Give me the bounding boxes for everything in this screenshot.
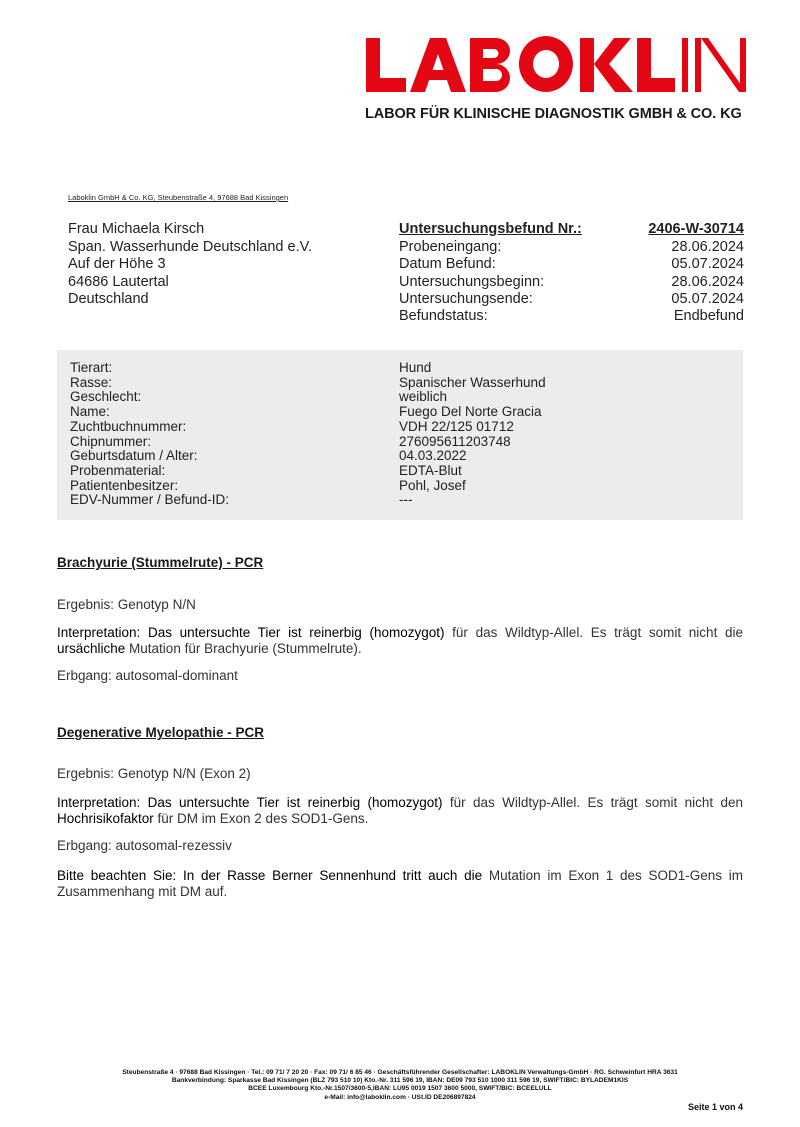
patient-value: ---	[399, 492, 413, 508]
section-title-dm: Degenerative Myelopathie - PCR	[57, 725, 265, 740]
interp-text: Mutation für Brachyurie (Stummelrute).	[125, 640, 362, 656]
report-row	[399, 239, 744, 257]
patient-value: VDH 22/125 01712	[399, 418, 514, 434]
laboklin-logo-mark	[362, 32, 752, 92]
section-result: Ergebnis: Genotyp N/N (Exon 2)	[57, 766, 251, 781]
sender-address-line: Laboklin GmbH & Co. KG, Steubenstraße 4, 97688 Bad Kissingen	[68, 193, 289, 202]
patient-value: 04.03.2022	[399, 448, 467, 464]
patient-value: 276095611203748	[399, 433, 511, 449]
report-row	[399, 309, 744, 324]
patient-value: Pohl, Josef	[399, 477, 466, 493]
report-row-value: 05.07.2024	[671, 291, 744, 307]
patient-label: Probenmaterial:	[70, 462, 166, 478]
report-number-label: Untersuchungsbefund Nr.:	[399, 221, 582, 237]
section-result: Ergebnis: Genotyp N/N	[57, 597, 196, 612]
report-row-value: Endbefund	[673, 307, 744, 324]
section-inheritance: Erbgang: autosomal-dominant	[57, 668, 238, 683]
patient-value: Hund	[399, 360, 432, 375]
interp-text: für das Wildtyp-Allel. Es trägt somit nicht die	[444, 625, 744, 640]
patient-label: Zuchtbuchnummer:	[70, 418, 187, 434]
report-row	[399, 274, 744, 292]
patient-label: Geburtsdatum / Alter:	[70, 448, 198, 464]
address-line: Auf der Höhe 3	[68, 256, 166, 272]
address-line: Span. Wasserhunde Deutschland e.V.	[68, 238, 312, 255]
patient-labels	[70, 361, 229, 508]
footer-line: BCEE Luxembourg Kto.-Nr.1507/3600-5,IBAN: LU95 0019 1507 3600 5000, SWIFT/BIC: BCEELULL	[248, 1085, 552, 1093]
patient-value: weiblich	[399, 389, 448, 405]
patient-label: Geschlecht:	[70, 389, 142, 405]
note-bold: Bitte beachten Sie: In der Rasse Berner Sennenhund tritt auch die	[57, 868, 483, 883]
section-note	[57, 868, 743, 899]
address-line: Deutschland	[68, 291, 149, 307]
patient-label: Chipnummer:	[70, 433, 152, 449]
patient-value: Spanischer Wasserhund	[399, 374, 546, 390]
patient-label: EDV-Nummer / Befund-ID:	[70, 492, 230, 508]
section-interpretation	[57, 795, 743, 826]
patient-label: Tierart:	[70, 360, 113, 375]
report-row-value: 28.06.2024	[671, 238, 744, 255]
interp-bold: ursächliche	[57, 640, 126, 656]
section-inheritance: Erbgang: autosomal-rezessiv	[57, 838, 232, 853]
logo-subtitle: LABOR FÜR KLINISCHE DIAGNOSTIK GMBH & CO. KG	[365, 106, 742, 122]
laboklin-logo	[362, 32, 752, 92]
footer-line: Bankverbindung: Sparkasse Bad Kissingen (BLZ 793 510 10) Kto.-Nr. 311 596 19, IBAN: DE09 793 510 1000 311 596 19, SWIFT/BIC: BYLADEM1KIS	[171, 1077, 629, 1085]
patient-values	[399, 361, 546, 508]
report-row-label: Probeneingang:	[399, 238, 502, 255]
report-row	[399, 256, 744, 274]
page-number: Seite 1 von 4	[687, 1102, 743, 1112]
footer-line: e-Mail: info@laboklin.com · USt.ID DE206897824	[324, 1093, 476, 1101]
recipient-address	[68, 221, 312, 309]
note-text: Mutation im Exon 1 des SOD1-Gens im Zusammenhang mit DM auf.	[57, 868, 743, 899]
section-interpretation	[57, 625, 743, 656]
section-title-brachyurie: Brachyurie (Stummelrute) - PCR	[57, 555, 264, 570]
patient-value: Fuego Del Norte Gracia	[399, 404, 542, 420]
report-row-label: Untersuchungsbeginn:	[399, 273, 545, 290]
interp-text: für DM im Exon 2 des SOD1-Gens.	[153, 810, 369, 826]
report-row-label: Datum Befund:	[399, 256, 496, 272]
interp-text: für das Wildtyp-Allel. Es trägt somit nicht den	[442, 795, 744, 810]
interp-bold: Interpretation: Das untersuchte Tier ist reinerbig (homozygot)	[57, 625, 445, 640]
address-line: 64686 Lautertal	[68, 273, 169, 290]
report-info	[399, 221, 744, 324]
interp-bold: Interpretation: Das untersuchte Tier ist reinerbig (homozygot)	[57, 795, 443, 810]
report-row-label: Untersuchungsende:	[399, 291, 533, 307]
interp-bold: Hochrisikofaktor	[57, 810, 154, 826]
report-row-value: 05.07.2024	[671, 256, 744, 272]
patient-label: Name:	[70, 404, 110, 420]
report-number-row	[399, 221, 744, 239]
footer-line: Steubenstraße 4 · 97688 Bad Kissingen · Tel.: 09 71/ 7 20 20 · Fax: 09 71/ 6 85 46 · Geschäftsführender Gesellschafter: LABOKLIN Verwaltungs-GmbH · RG. Schweinfurt HRA 3631	[122, 1069, 678, 1076]
address-line: Frau Michaela Kirsch	[68, 221, 205, 237]
patient-label: Patientenbesitzer:	[70, 477, 179, 493]
report-row-label: Befundstatus:	[399, 307, 488, 324]
footer	[40, 1069, 760, 1102]
patient-label: Rasse:	[70, 374, 113, 390]
report-row-value: 28.06.2024	[671, 273, 744, 290]
patient-value: EDTA-Blut	[399, 462, 462, 478]
report-number-value: 2406-W-30714	[648, 221, 744, 237]
report-row	[399, 291, 744, 309]
